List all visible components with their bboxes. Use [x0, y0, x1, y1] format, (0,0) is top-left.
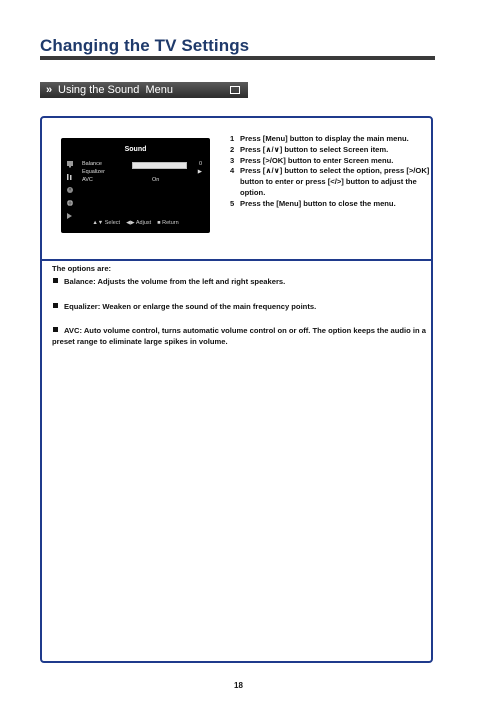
option-text: AVC: Auto volume control, turns automatic volume control on or off. The option keeps the audio in a preset range to eliminate large spikes in volume. — [52, 326, 426, 347]
osd-hints — [61, 220, 210, 226]
options-section — [52, 264, 427, 362]
step-number: 4 — [230, 166, 235, 176]
section-divider — [42, 259, 431, 261]
section-title: Using the Sound Menu — [58, 84, 173, 96]
step-number: 3 — [230, 155, 235, 165]
step-text: Press [∧/∨] button to select the option, press [>/OK] button to enter or press [</>] button to adjust the option. — [240, 166, 430, 197]
menu-key-icon: ■ — [157, 220, 161, 226]
clock-icon — [66, 186, 74, 194]
osd-row-label: AVC — [82, 177, 93, 183]
option-item — [52, 277, 427, 288]
step-item — [230, 145, 430, 156]
osd-row-label: Equalizer — [82, 169, 105, 175]
step-text: Press [Menu] button to display the main menu. — [240, 134, 409, 143]
osd-title: Sound — [124, 146, 147, 153]
bullet-square-icon — [53, 278, 58, 283]
hint-select: Select — [104, 220, 121, 226]
title-rule — [40, 56, 435, 60]
sound-menu-screenshot — [61, 138, 210, 233]
sound-icon — [66, 173, 74, 181]
step-item — [230, 156, 430, 167]
step-number: 1 — [230, 134, 235, 143]
step-item — [230, 166, 430, 198]
input-icon — [66, 212, 74, 220]
option-text: Balance: Adjusts the volume from the left and right speakers. — [64, 276, 286, 286]
step-item — [230, 134, 430, 145]
osd-row-balance — [82, 161, 204, 169]
hint-return: Return — [162, 220, 179, 226]
balance-bar — [132, 162, 187, 169]
hint-adjust: Adjust — [135, 220, 152, 226]
step-text: Press the [Menu] button to close the menu. — [240, 198, 396, 208]
leftright-arrows-icon: ◀▶ — [126, 220, 135, 226]
globe-icon — [66, 199, 74, 207]
balance-bar-fill — [133, 163, 186, 168]
osd-row-avc — [82, 177, 204, 185]
play-arrow-icon: ▶ — [197, 169, 202, 175]
square-icon — [230, 86, 240, 94]
option-item — [52, 326, 427, 348]
step-text: Press [>/OK] button to enter Screen menu. — [240, 155, 394, 165]
step-text: Press [∧/∨] button to select Screen item. — [240, 144, 389, 154]
picture-icon — [66, 160, 74, 168]
step-number: 2 — [230, 144, 235, 154]
step-item — [230, 199, 430, 210]
section-header — [40, 82, 248, 98]
osd-row-equalizer — [82, 169, 204, 177]
step-number: 5 — [230, 198, 235, 208]
bullet-square-icon — [53, 327, 58, 332]
osd-row-label: Balance — [82, 161, 102, 167]
content-box — [40, 116, 433, 663]
double-chevron-right-icon: » — [45, 84, 53, 96]
option-item — [52, 302, 427, 313]
steps-list — [230, 134, 430, 210]
osd-row-value: 0 — [198, 161, 202, 167]
page-number: 18 — [234, 681, 243, 690]
page-title: Changing the TV Settings — [40, 36, 250, 55]
osd-row-value: On — [152, 177, 160, 183]
options-intro: The options are: — [52, 264, 112, 273]
updown-arrows-icon: ▲▼ — [92, 220, 104, 226]
option-text: Equalizer: Weaken or enlarge the sound of the main frequency points. — [64, 301, 317, 311]
bullet-square-icon — [53, 303, 58, 308]
